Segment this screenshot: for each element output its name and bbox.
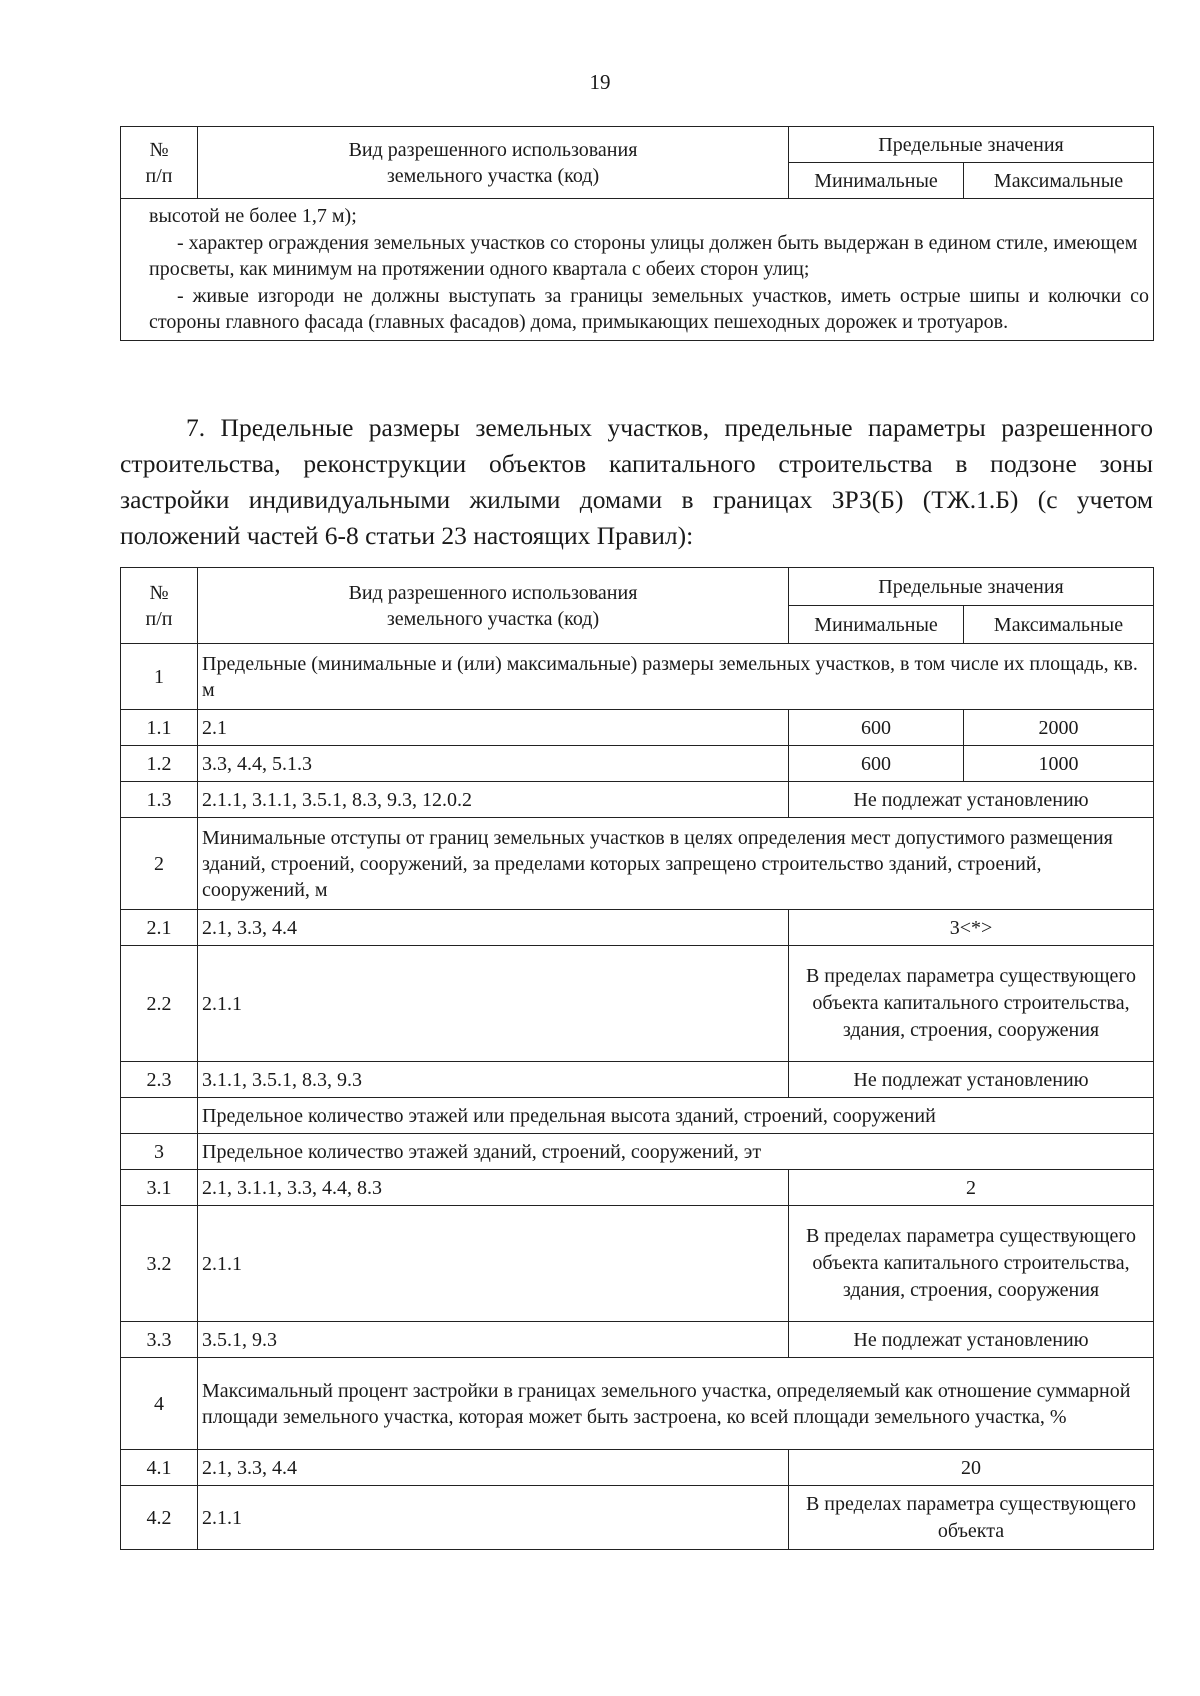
table-row	[121, 1170, 1154, 1206]
section-7-paragraph	[120, 410, 1153, 554]
row-codes: 2.1.1	[198, 1206, 789, 1322]
row-number: 2.2	[121, 946, 198, 1062]
continuation-text	[121, 199, 1154, 341]
row-max: 2000	[964, 710, 1154, 746]
table-row	[121, 818, 1154, 910]
header-use-line2: земельного участка (код)	[386, 607, 600, 630]
row-number: 1.3	[121, 782, 198, 818]
row-value: В пределах параметра существующего объекта капитального строительства, здания, строения, сооружения	[789, 946, 1154, 1062]
continuation-item-2: - живые изгороди не должны выступать за границы земельных участков, иметь острые шипы и колючки со стороны главного фасада (главных фасадов) дома, примыкающих пешеходных дорожек и тротуаров.	[149, 284, 1150, 333]
table-row	[121, 1062, 1154, 1098]
row-number: 4.1	[121, 1450, 198, 1486]
header-limits: Предельные значения	[789, 568, 1154, 606]
table-row	[121, 644, 1154, 710]
header-num-line1: №	[149, 581, 169, 604]
header-num-line2: п/п	[145, 607, 173, 630]
header-use-line1: Вид разрешенного использования	[348, 581, 638, 604]
row-codes: 2.1, 3.1.1, 3.3, 4.4, 8.3	[198, 1170, 789, 1206]
row-codes: 3.5.1, 9.3	[198, 1322, 789, 1358]
continuation-line: высотой не более 1,7 м);	[149, 205, 357, 227]
header-num-line1: №	[149, 138, 169, 161]
row-number: 2.1	[121, 910, 198, 946]
row-number: 3.3	[121, 1322, 198, 1358]
row-codes: 3.1.1, 3.5.1, 8.3, 9.3	[198, 1062, 789, 1098]
row-number: 1.1	[121, 710, 198, 746]
header-num	[121, 127, 198, 199]
row-heading: Предельное количество этажей или предельная высота зданий, строений, сооружений	[198, 1098, 1154, 1134]
header-num-line2: п/п	[145, 164, 173, 187]
header-max: Максимальные	[964, 606, 1154, 644]
table-row	[121, 1322, 1154, 1358]
row-codes: 2.1.1	[198, 1486, 789, 1550]
row-value: Не подлежат установлению	[789, 1062, 1154, 1098]
table-row	[121, 1134, 1154, 1170]
row-number: 2	[121, 818, 198, 910]
row-codes: 2.1, 3.3, 4.4	[198, 1450, 789, 1486]
row-min: 600	[789, 710, 964, 746]
row-value: 20	[789, 1450, 1154, 1486]
row-number: 2.3	[121, 1062, 198, 1098]
table-row	[121, 1486, 1154, 1550]
header-use-line2: земельного участка (код)	[386, 164, 600, 187]
row-codes: 2.1.1, 3.1.1, 3.5.1, 8.3, 9.3, 12.0.2	[198, 782, 789, 818]
row-number: 4	[121, 1358, 198, 1450]
row-value: 2	[789, 1170, 1154, 1206]
table-row	[121, 1206, 1154, 1322]
table-row	[121, 746, 1154, 782]
row-value: Не подлежат установлению	[789, 782, 1154, 818]
header-num	[121, 568, 198, 644]
row-heading: Максимальный процент застройки в границах земельного участка, определяемый как отношение суммарной площади земельного участка, которая может быть застроена, ко всей площади земельного участка, %	[198, 1358, 1154, 1450]
table-row	[121, 1098, 1154, 1134]
row-number: 1	[121, 644, 198, 710]
section-7-text: 7. Предельные размеры земельных участков, предельные параметры разрешенного строительства, реконструкции объектов капитального строительства в подзоне зоны застройки индивидуальными жилыми домами в границах ЗРЗ(Б) (ТЖ.1.Б) (с учетом положений частей 6-8 статьи 23 настоящих Правил):	[120, 413, 1153, 550]
row-heading: Минимальные отступы от границ земельных участков в целях определения мест допустимого размещения зданий, строений, сооружений, за пределами которых запрещено строительство зданий, строений, сооружений, м	[198, 818, 1154, 910]
row-number: 1.2	[121, 746, 198, 782]
row-codes: 2.1.1	[198, 946, 789, 1062]
header-max: Максимальные	[964, 163, 1154, 199]
table-row	[121, 710, 1154, 746]
row-number: 3.2	[121, 1206, 198, 1322]
header-use-line1: Вид разрешенного использования	[348, 138, 638, 161]
row-number-empty	[121, 1098, 198, 1134]
table-row	[121, 1358, 1154, 1450]
row-value: 3<*>	[789, 910, 1154, 946]
row-number: 3	[121, 1134, 198, 1170]
row-value: Не подлежат установлению	[789, 1322, 1154, 1358]
page-number: 19	[589, 70, 611, 94]
row-codes: 2.1, 3.3, 4.4	[198, 910, 789, 946]
continuation-item-1: - характер ограждения земельных участков со стороны улицы должен быть выдержан в едином стиле, имеющем просветы, как минимум на протяжении одного квартала с обеих сторон улиц;	[149, 231, 1138, 280]
header-min: Минимальные	[789, 163, 964, 199]
row-max: 1000	[964, 746, 1154, 782]
row-min: 600	[789, 746, 964, 782]
row-heading: Предельные (минимальные и (или) максимальные) размеры земельных участков, в том числе их площадь, кв. м	[198, 644, 1154, 710]
table-row	[121, 782, 1154, 818]
header-min: Минимальные	[789, 606, 964, 644]
header-use	[198, 568, 789, 644]
parameters-table	[120, 567, 1154, 1550]
row-value: В пределах параметра существующего объекта	[789, 1486, 1154, 1550]
row-value: В пределах параметра существующего объекта капитального строительства, здания, строения, сооружения	[789, 1206, 1154, 1322]
row-number: 4.2	[121, 1486, 198, 1550]
row-codes: 3.3, 4.4, 5.1.3	[198, 746, 789, 782]
header-limits: Предельные значения	[789, 127, 1154, 163]
header-use	[198, 127, 789, 199]
table-row	[121, 910, 1154, 946]
row-number: 3.1	[121, 1170, 198, 1206]
row-codes: 2.1	[198, 710, 789, 746]
continuation-table	[120, 126, 1154, 341]
table-row	[121, 1450, 1154, 1486]
table-row	[121, 946, 1154, 1062]
row-heading: Предельное количество этажей зданий, строений, сооружений, эт	[198, 1134, 1154, 1170]
